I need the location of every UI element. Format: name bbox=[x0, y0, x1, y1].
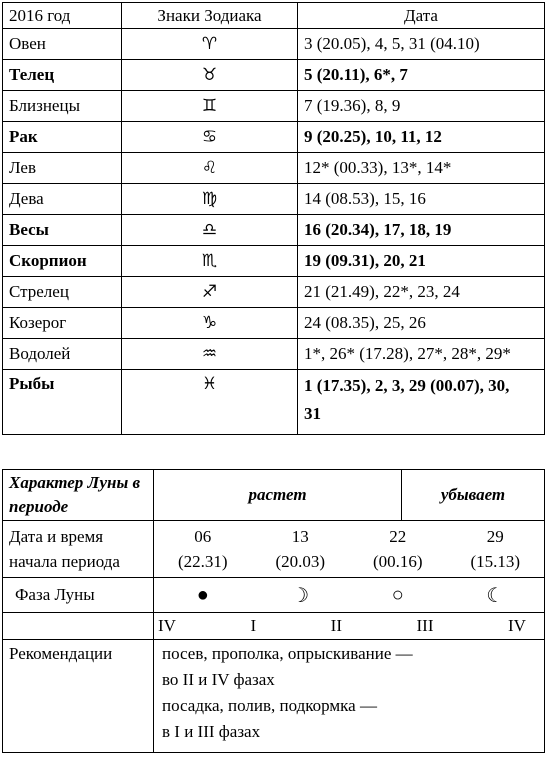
sign-dates: 1 (17.35), 2, 3, 29 (00.07), 30, 31 bbox=[298, 370, 545, 435]
period-item bbox=[275, 524, 325, 574]
period-time: (00.16) bbox=[372, 552, 423, 571]
last-quarter-icon: ☾ bbox=[486, 584, 505, 607]
phase-label: Фаза Луны bbox=[3, 578, 154, 613]
sign-dates: 3 (20.05), 4, 5, 31 (04.10) bbox=[298, 29, 545, 60]
roman-values bbox=[154, 613, 545, 640]
taurus-symbol-icon: ♉︎ bbox=[122, 60, 298, 91]
new-moon-icon: ● bbox=[196, 583, 209, 606]
sign-dates: 14 (08.53), 15, 16 bbox=[298, 184, 545, 215]
sagittarius-symbol-icon: ♐︎ bbox=[122, 277, 298, 308]
period-day: 13 bbox=[291, 527, 309, 546]
sign-name: Скорпион bbox=[3, 246, 122, 277]
sign-name: Лев bbox=[3, 153, 122, 184]
moon-phase-row bbox=[3, 578, 545, 613]
period-item bbox=[178, 524, 228, 574]
sign-name: Близнецы bbox=[3, 91, 122, 122]
sign-dates: 7 (19.36), 8, 9 bbox=[298, 91, 545, 122]
moon-datetime-row bbox=[3, 521, 545, 578]
phase-numeral: IV bbox=[508, 616, 526, 635]
recommendation-line: в I и III фазах bbox=[162, 722, 261, 741]
libra-symbol-icon: ♎︎ bbox=[122, 215, 298, 246]
period-day: 22 bbox=[389, 527, 407, 546]
pisces-symbol-icon: ♓︎ bbox=[122, 370, 298, 435]
sign-dates: 16 (20.34), 17, 18, 19 bbox=[298, 215, 545, 246]
scorpio-symbol-icon: ♏︎ bbox=[122, 246, 298, 277]
moon-recommendations-row bbox=[3, 640, 545, 753]
moon-character-label: Характер Луны в периоде bbox=[3, 470, 154, 521]
zodiac-table-header bbox=[3, 3, 545, 29]
datetime-label: Дата и время начала периода bbox=[3, 521, 154, 578]
sign-dates: 1*, 26* (17.28), 27*, 28*, 29* bbox=[298, 339, 545, 370]
aries-symbol-icon: ♈︎ bbox=[122, 29, 298, 60]
header-year: 2016 год bbox=[3, 3, 122, 29]
period-item bbox=[373, 524, 423, 574]
roman-empty-cell bbox=[3, 613, 154, 640]
sign-name: Козерог bbox=[3, 308, 122, 339]
sign-dates: 19 (09.31), 20, 21 bbox=[298, 246, 545, 277]
leo-symbol-icon: ♌︎ bbox=[122, 153, 298, 184]
phase-numeral: IV bbox=[158, 616, 176, 635]
zodiac-row-taurus bbox=[3, 60, 545, 91]
recommendation-line: во II и IV фазах bbox=[162, 670, 275, 689]
period-time: (22.31) bbox=[177, 552, 228, 571]
period-day: 06 bbox=[194, 527, 212, 546]
recommendations-label: Рекомендации bbox=[3, 640, 154, 753]
sign-name: Овен bbox=[3, 29, 122, 60]
datetime-values bbox=[154, 521, 545, 578]
zodiac-table bbox=[2, 2, 545, 435]
recommendation-line: посадка, полив, подкормка — bbox=[162, 696, 377, 715]
sign-dates: 5 (20.11), 6*, 7 bbox=[298, 60, 545, 91]
sign-name: Стрелец bbox=[3, 277, 122, 308]
zodiac-row-libra bbox=[3, 215, 545, 246]
virgo-symbol-icon: ♍︎ bbox=[122, 184, 298, 215]
gemini-symbol-icon: ♊︎ bbox=[122, 91, 298, 122]
sign-name: Рак bbox=[3, 122, 122, 153]
zodiac-row-aquarius bbox=[3, 339, 545, 370]
zodiac-row-leo bbox=[3, 153, 545, 184]
moon-character-row bbox=[3, 470, 545, 521]
recommendations-text bbox=[154, 640, 545, 753]
period-time: (20.03) bbox=[275, 552, 326, 571]
period-day: 29 bbox=[486, 527, 504, 546]
cancer-symbol-icon: ♋︎ bbox=[122, 122, 298, 153]
zodiac-row-virgo bbox=[3, 184, 545, 215]
period-item bbox=[470, 524, 520, 574]
aquarius-symbol-icon: ♒︎ bbox=[122, 339, 298, 370]
recommendation-line: посев, прополка, опрыскивание — bbox=[162, 644, 413, 663]
zodiac-row-sagittarius bbox=[3, 277, 545, 308]
moon-roman-row bbox=[3, 613, 545, 640]
sign-name: Рыбы bbox=[3, 370, 122, 435]
zodiac-row-aries bbox=[3, 29, 545, 60]
phase-numeral: III bbox=[416, 616, 434, 635]
header-date: Дата bbox=[298, 3, 545, 29]
sign-name: Дева bbox=[3, 184, 122, 215]
sign-dates: 9 (20.25), 10, 11, 12 bbox=[298, 122, 545, 153]
zodiac-row-pisces bbox=[3, 370, 545, 435]
sign-name: Водолей bbox=[3, 339, 122, 370]
phase-numeral: I bbox=[250, 616, 257, 635]
moon-table bbox=[2, 469, 545, 753]
moon-growing-label: растет bbox=[154, 470, 402, 521]
sign-name: Весы bbox=[3, 215, 122, 246]
sign-dates: 21 (21.49), 22*, 23, 24 bbox=[298, 277, 545, 308]
sign-dates: 24 (08.35), 25, 26 bbox=[298, 308, 545, 339]
zodiac-row-capricorn bbox=[3, 308, 545, 339]
capricorn-symbol-icon: ♑︎ bbox=[122, 308, 298, 339]
period-time: (15.13) bbox=[470, 552, 521, 571]
full-moon-icon: ○ bbox=[391, 583, 404, 606]
phase-numeral: II bbox=[330, 616, 342, 635]
phase-values bbox=[154, 578, 545, 613]
zodiac-row-cancer bbox=[3, 122, 545, 153]
first-quarter-icon: ☽ bbox=[291, 584, 310, 607]
moon-waning-label: убывает bbox=[402, 470, 545, 521]
header-signs: Знаки Зодиака bbox=[122, 3, 298, 29]
sign-name: Телец bbox=[3, 60, 122, 91]
zodiac-row-gemini bbox=[3, 91, 545, 122]
zodiac-row-scorpio bbox=[3, 246, 545, 277]
sign-dates: 12* (00.33), 13*, 14* bbox=[298, 153, 545, 184]
